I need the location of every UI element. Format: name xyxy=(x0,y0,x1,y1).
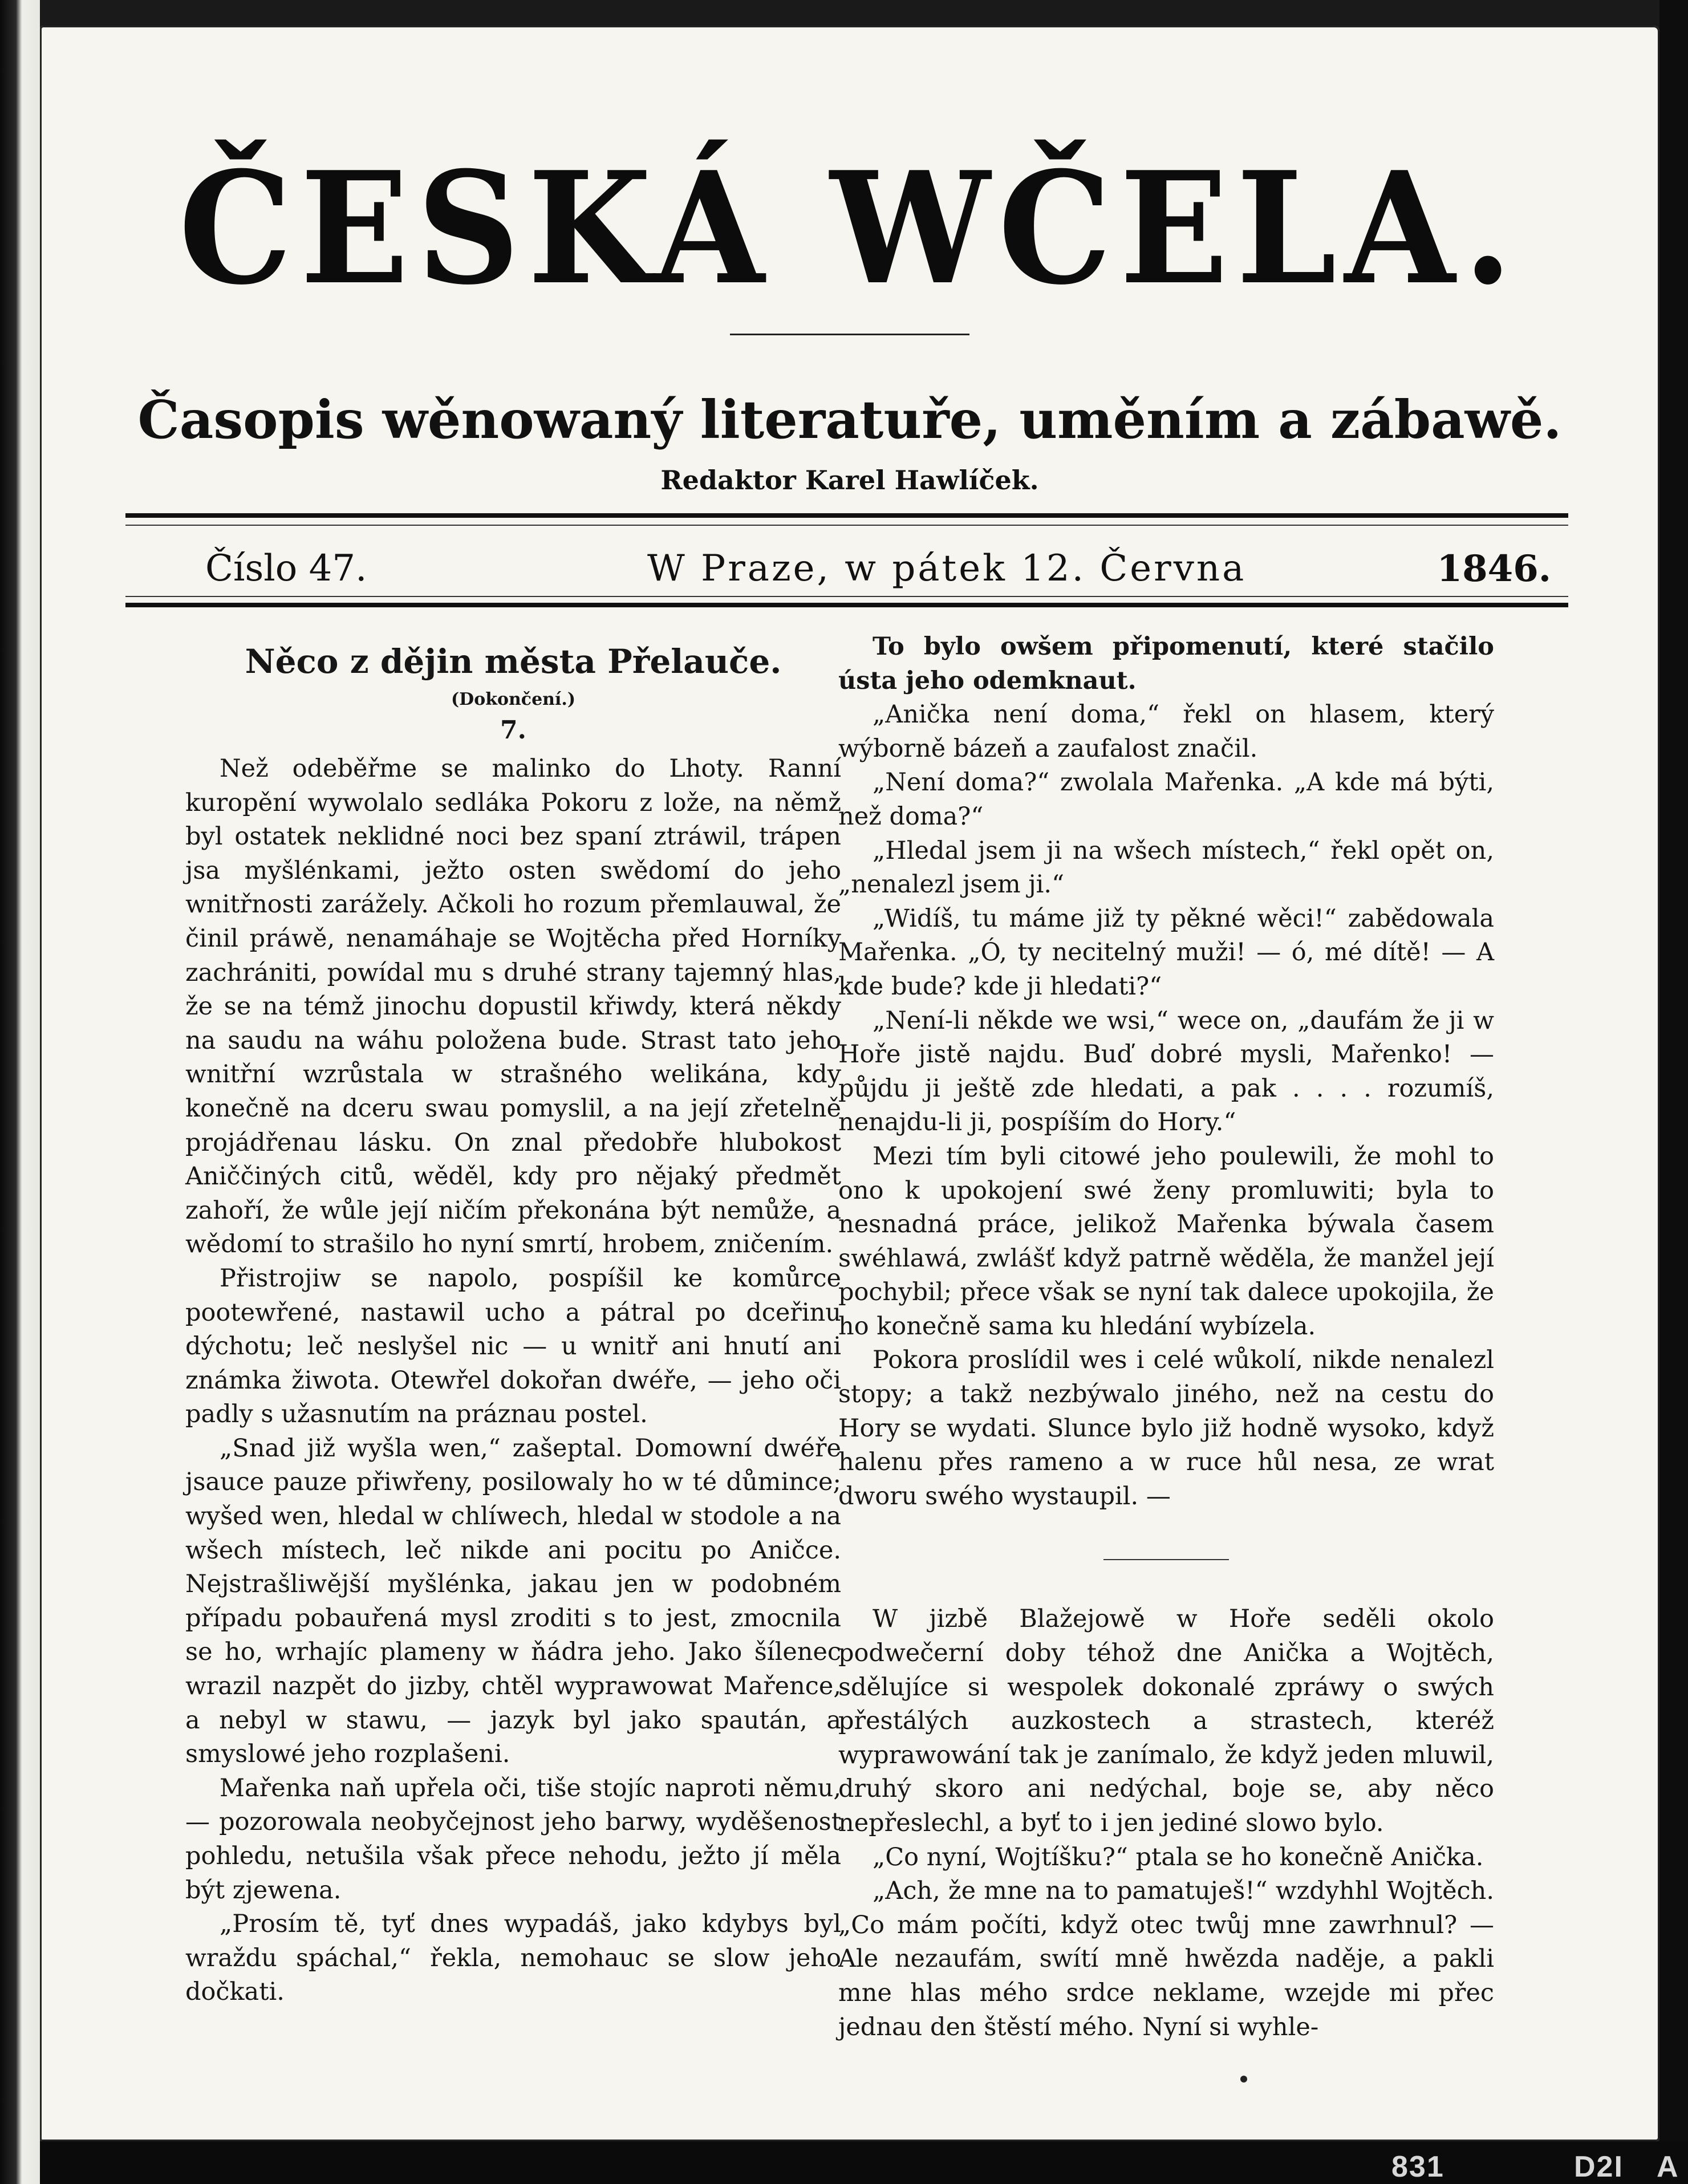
right-paragraph: Mezi tím byli citowé jeho poulewili, že mohl to ono k upokojení swé ženy promluwiti; byla to nesnadná práce, jelikož Mařenka býwala časem swéhlawá, zwlášť když patrně wěděla, že manžel její pochybil; přece však se nyní tak dalece upokojila, že ho konečně sama ku hledání wybízela. xyxy=(838,1142,1494,1341)
right-paragraph: Pokora proslídil wes i celé wůkolí, nikde nenalezl stopy; a takž nezbýwalo jiného, než na cestu do Hory se wydati. Slunce bylo již hodně wysoko, když halenu přes rameno a w ruce hůl nesa, ze wrat dworu swého wystaupil. — xyxy=(838,1346,1494,1511)
masthead-title: ČESKÁ WČELA. xyxy=(178,137,1521,319)
right-paragraph: „Widíš, tu máme již ty pěkné wěci!“ zabědowala Mařenka. „Ó, ty necitelný muži! — ó, mé dítě! — A kde bude? kde ji hledati?“ xyxy=(838,904,1494,1001)
issue-place-date: W Praze, w pátek 12. Června xyxy=(647,547,1247,590)
right-paragraph: „Není-li někde we wsi,“ wece on, „daufám že ji w Hoře jistě najdu. Buď dobré mysli, Mařenko! — půjdu ji ještě zde hledati, a pak . . . . rozumíš, nenajdu-li ji, pospíším do Hory.“ xyxy=(838,1006,1494,1137)
right-paragraph: „Anička není doma,“ řekl on hlasem, který wýborně bázeň a zaufalost značil. xyxy=(838,700,1494,763)
right-paragraph: „Co nyní, Wojtíšku?“ ptala se ho konečně Anička. xyxy=(873,1842,1484,1872)
left-column xyxy=(185,630,841,2010)
header-rule-top-thin xyxy=(125,525,1568,526)
ink-dot xyxy=(1240,2076,1247,2082)
article-note: (Dokončení.) xyxy=(451,689,576,709)
issue-line xyxy=(125,542,1568,599)
masthead-editor: Redaktor Karel Hawlíček. xyxy=(660,465,1039,496)
issue-number: Číslo 47. xyxy=(205,547,367,590)
scan-mark: D2I xyxy=(1574,2150,1624,2183)
article-title: Něco z dějin města Přelauče. xyxy=(245,642,782,681)
scan-edge-left xyxy=(0,0,40,2184)
scan-mark: A xyxy=(1657,2150,1679,2183)
scan-mark: 831 xyxy=(1391,2150,1444,2183)
right-paragraph: W jizbě Blažejowě w Hoře seděli okolo podwečerní doby téhož dne Anička a Wojtěch, sdělujíce si wespolek dokonalé zpráwy o swých přestálých auzkostech a strastech, kteréž wyprawowání tak je zanímalo, že když jeden mluwil, druhý skoro ani nedýchal, boje se, aby něco nepřeslechl, a byť to i jen jediné slowo bylo. xyxy=(838,1605,1494,1837)
left-paragraph: Přistrojiw se napolo, pospíšil ke komůrce pootewřené, nastawil ucho a pátral po dceřinu dýchotu; leč neslyšel nic — u wnitř ani hnutí ani známka žiwota. Otewřel dokořan dwéře, — jeho oči padly s užasnutím na práznau postel. xyxy=(185,1264,841,1429)
masthead-subtitle: Časopis wěnowaný literatuře, uměním a zábawě. xyxy=(137,389,1562,450)
right-paragraph: „Není doma?“ zwolala Mařenka. „A kde má býti, než doma?“ xyxy=(838,768,1494,831)
section-divider xyxy=(1103,1559,1229,1560)
scan-edge-right xyxy=(1659,0,1688,2184)
header-rule-top-thick xyxy=(125,513,1568,518)
left-paragraph: Než odeběřme se malinko do Lhoty. Ranní kuropění wywolalo sedláka Pokoru z lože, na němž byl ostatek neklidné noci bez spaní ztráwil, trápen jsa myšlénkami, ježto osten swědomí do jeho wnitřnosti zarážely. Ačkoli ho rozum přemlauwal, že činil práwě, nenamáhaje se Wojtěcha před Horníky zachrániti, powídal mu s druhé strany tajemný hlas, že se na témž jinochu dopustil křiwdy, která někdy na saudu na wáhu položena bude. Strast tato jeho wnitřní wzrůstala w strašného welikána, kdy konečně na dceru swau pomyslil, a na její zřetelně projádřenau lásku. On znal předobře hlubokost Aniččiných citů, wěděl, kdy pro nějaký předmět zahoří, že wůle její ničím překonána být nemůže, a wědomí to strašilo ho nyní smrtí, hrobem, zničením. xyxy=(185,754,841,1259)
right-paragraph: „Ach, že mne na to pamatuješ!“ wzdyhhl Wojtěch. „Co mám počíti, když otec twůj mne zawrhnul? — Ale nezaufám, swítí mně hwězda naděje, a pakli mne hlas mého srdce neklame, wzejde mi přec jednau den štěstí mého. Nyní si wyhle- xyxy=(838,1877,1494,2041)
left-paragraph: Mařenka naň upřela oči, tiše stojíc naproti němu, — pozorowala neobyčejnost jeho barwy, wyděšenost pohledu, netušila však přece nehodu, ježto jí měla být zjewena. xyxy=(185,1773,841,1905)
header-rule-bottom-thick xyxy=(125,603,1568,607)
issue-year: 1846. xyxy=(1437,547,1551,590)
right-paragraph: „Hledal jsem ji na wšech místech,“ řekl opět on, „nenalezl jsem ji.“ xyxy=(838,836,1494,899)
newspaper-page xyxy=(40,26,1659,2141)
article-section-number: 7. xyxy=(500,716,526,745)
right-column xyxy=(838,630,1494,2044)
left-paragraph: „Prosím tě, tyť dnes wypadáš, jako kdybys byl wraždu spáchal,“ řekla, nemohauc se slow jeho dočkati. xyxy=(185,1910,841,2007)
right-paragraph: To bylo owšem připomenutí, které stačilo ústa jeho odemknaut. xyxy=(838,632,1494,695)
masthead-divider xyxy=(730,334,969,335)
header-rule-bottom-thin xyxy=(125,596,1568,597)
left-paragraph: „Snad již wyšla wen,“ zašeptal. Domowní dwéře jsauce pauze přiwřeny, posilowaly ho w té důmince; wyšed wen, hledal w chlíwech, hledal w stodole a na wšech místech, leč nikde ani pocitu po Aničce. Nejstrašliwější myšlénka, jakau jen w podobném případu pobauřená mysl zroditi s to jest, zmocnila se ho, wrhajíc plameny w ňádra jeho. Jako šílenec wrazil nazpět do jizby, chtěl wyprawowat Mařence, a nebyl w stawu, — jazyk byl jako spaután, a smyslowé jeho rozplašeni. xyxy=(185,1434,841,1769)
